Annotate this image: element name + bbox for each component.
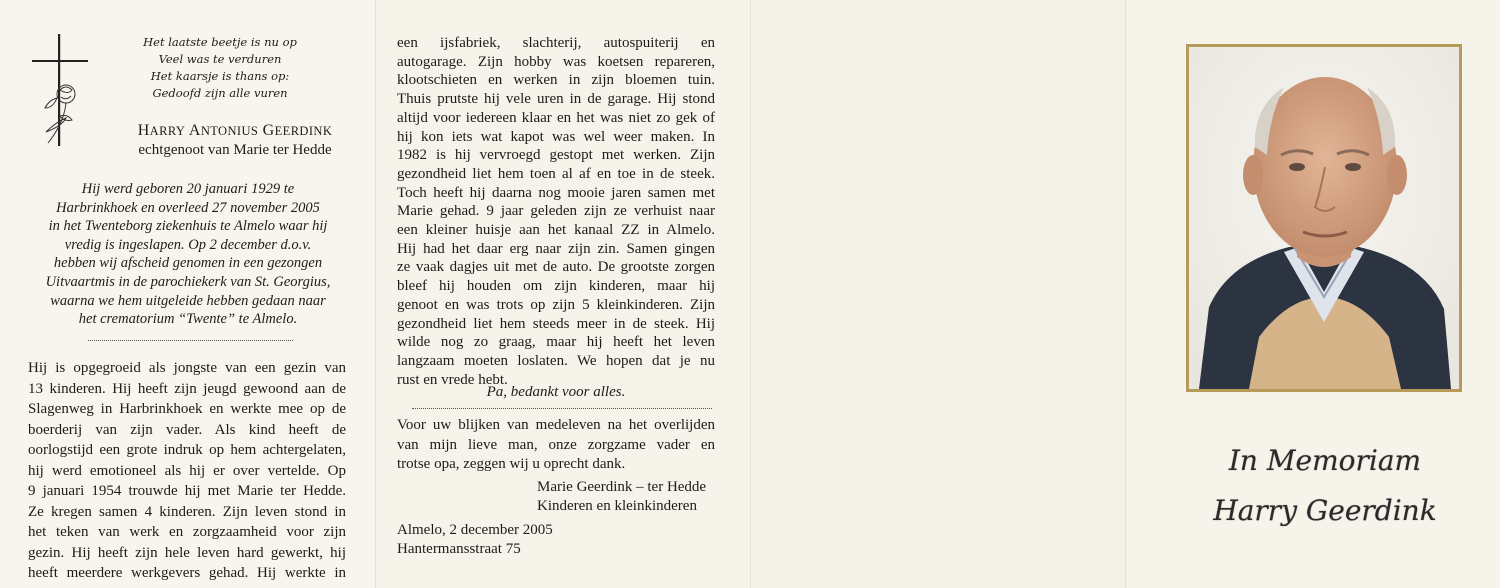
place-date: Almelo, 2 december 2005: [397, 522, 553, 538]
paragraph-line: wilde nog zo graag, maar hij heeft het leven: [397, 334, 715, 351]
title-line: In Memoriam: [1228, 444, 1422, 477]
paragraph-line: het crematorium “Twente” te Almelo.: [78, 311, 298, 328]
paragraph-line: klootschieten en werken in zijn bloemen tuin.: [397, 72, 715, 89]
deceased-name: HARRY ANTONIUS GEERDINK: [137, 122, 333, 139]
paragraph-line: een kleiner huisje aan het kanaal ZZ in Almelo.: [397, 222, 715, 239]
paragraph-line: langzaam moeten loslaten. We hopen dat je nu: [397, 352, 715, 369]
poem-line: Het laatste beetje is nu op: [143, 35, 297, 49]
portrait-photo: [1186, 44, 1462, 392]
paragraph-line: altijd voor iedereen klaar en het was niet zo gek of: [397, 109, 715, 126]
paragraph-line: Uitvaartmis in de parochiekerk van St. Georgius,: [45, 273, 331, 290]
place-date-address: [397, 521, 715, 559]
paragraph-line: rust en vrede hebt.: [397, 371, 508, 388]
paragraph-line: Hij had het daar erg naar zijn zin. Samen gingen: [397, 240, 715, 257]
paragraph-line: Hij werd geboren 20 januari 1929 te: [81, 181, 295, 197]
paragraph-line: oorlogstijd een grote indruk op hem achtergelaten,: [28, 442, 346, 458]
paragraph-line: 1982 is hij vervroegd gestopt met werken. Zijn: [397, 147, 715, 164]
paragraph-line: autogarage. Zijn hobby was koetsen repareren,: [397, 53, 715, 70]
paragraph-line: heeft meerdere werkgevers gehad. Hij werkte in: [28, 565, 346, 581]
spouse-line: echtgenoot van Marie ter Hedde: [138, 142, 332, 158]
fold-line: [1125, 0, 1126, 588]
paragraph-line: Voor uw blijken van medeleven na het overlijden: [397, 417, 715, 433]
birth-death-paragraph: [28, 180, 348, 329]
paragraph-line: Slagenweg in Harbrinkhoek en werkte mee op de: [28, 401, 346, 417]
paragraph-line: waarna we hem uitgeleide hebben gedaan naar: [50, 292, 326, 309]
paragraph-line: Harbrinkhoek en overleed 27 november 2005: [56, 199, 320, 216]
paragraph-line: een ijsfabriek, slachterij, autospuiterij en: [397, 35, 715, 51]
paragraph-line: hij werd emotioneel als hij er over vertelde. Op: [28, 462, 346, 479]
signature-family: Kinderen en kleinkinderen: [537, 498, 697, 514]
cross-with-rose-icon: [30, 34, 92, 149]
closing-line: Pa, bedankt voor alles.: [486, 384, 626, 400]
paragraph-line: ze vaak dagjes uit met de auto. De grootste zorgen: [397, 259, 715, 276]
paragraph-line: Thuis prutste hij vele uren in de garage. Hij stond: [397, 91, 715, 108]
signature-block: [537, 478, 717, 516]
poem-line: Het kaarsje is thans op:: [150, 69, 290, 83]
paragraph-line: gezin. Hij heeft zijn hele leven hard gewerkt, hij: [28, 544, 346, 561]
paragraph-line: van mijn lieve man, onze zorgzame vader en: [397, 436, 715, 453]
paragraph-line: 9 januari 1954 trouwde hij met Marie ter Hedde.: [28, 483, 346, 499]
paragraph-line: gezondheid liet hem steeds meer in de steek. Hij: [397, 315, 715, 332]
paragraph-line: vredig is ingeslapen. Op 2 december d.o.v.: [64, 236, 312, 253]
paragraph-line: bleef hij houden om zijn kinderen, maar hij: [397, 278, 715, 295]
paragraph-line: trotse opa, zeggen wij u oprecht dank.: [397, 456, 626, 472]
poem-line: Veel was te verduren: [158, 52, 282, 66]
paragraph-line: gezondheid liet hem toen al af en toe in de steek.: [397, 165, 715, 182]
paragraph-line: Hij is opgegroeid als jongste van een gezin van: [28, 360, 346, 376]
memorial-poem: [140, 34, 300, 102]
in-memoriam-title: [1200, 436, 1450, 536]
dotted-divider: [412, 408, 712, 409]
biography-column-1: [28, 358, 346, 584]
paragraph-line: Marie gehad. 9 jaar geleden zijn ze verhuist naar: [397, 203, 715, 220]
fold-line: [750, 0, 751, 588]
paragraph-line: boerderij van zijn vader. Als kind heeft de: [28, 421, 346, 438]
signature-name: Marie Geerdink – ter Hedde: [537, 479, 707, 495]
biography-column-2: [397, 34, 715, 389]
paragraph-line: hij kon iets wat kapot was wel weer maken. In: [397, 128, 715, 145]
dotted-divider: [88, 340, 293, 341]
paragraph-line: Ze kregen samen 4 kinderen. Zijn leven stond in: [28, 503, 346, 520]
paragraph-line: hebben wij afscheid genomen in een gezongen: [53, 255, 323, 272]
condolence-thanks: [397, 416, 715, 475]
paragraph-line: Toch heeft hij daarna nog mooie jaren samen met: [397, 184, 715, 201]
back-panel: [750, 0, 1125, 588]
address: Hantermansstraat 75: [397, 541, 521, 557]
fold-line: [375, 0, 376, 588]
paragraph-line: in het Twenteborg ziekenhuis te Almelo waar hij: [48, 218, 328, 235]
paragraph-line: genoot en was trots op zijn 5 kleinkinderen. Zijn: [397, 296, 715, 313]
paragraph-line: het teken van werk en zorgzaamheid voor zijn: [28, 524, 346, 540]
title-line: Harry Geerdink: [1213, 494, 1437, 527]
poem-line: Gedoofd zijn alle vuren: [152, 86, 288, 100]
paragraph-line: 13 kinderen. Hij heeft zijn jeugd gewoond aan de: [28, 380, 346, 397]
